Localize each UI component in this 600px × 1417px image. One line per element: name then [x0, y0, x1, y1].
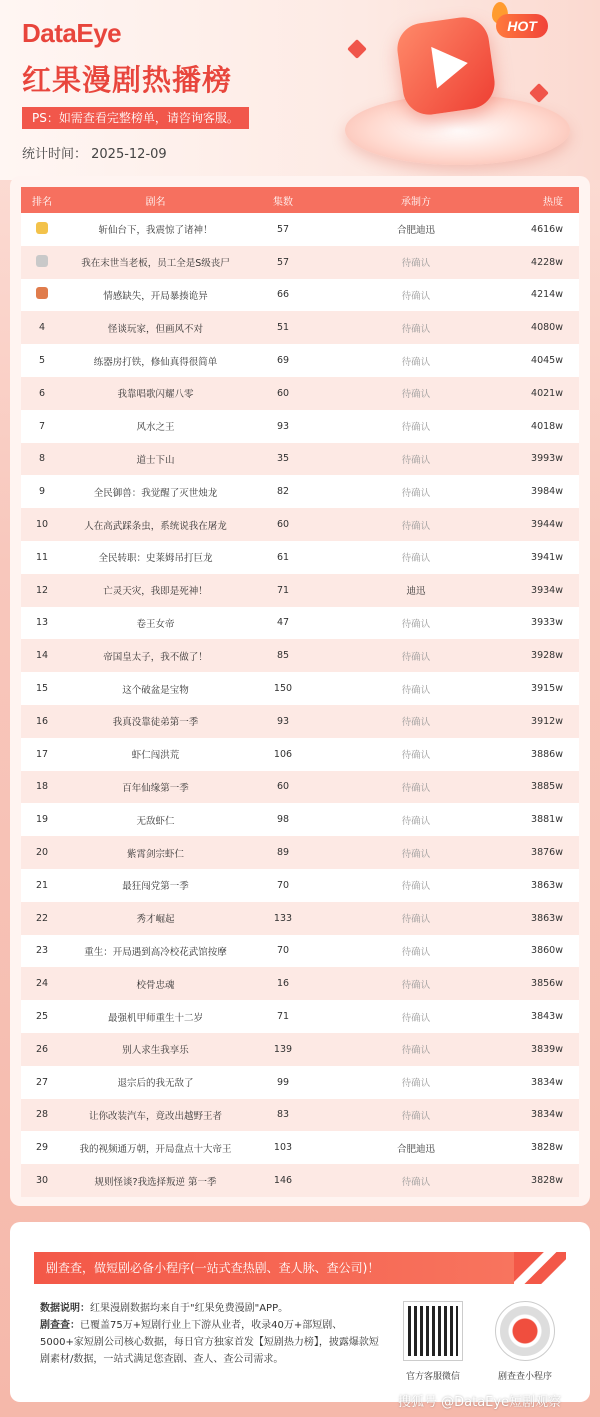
producer-cell: 待确认: [318, 311, 514, 344]
rank-cell: 26: [21, 1033, 63, 1066]
rank-cell: 16: [21, 705, 63, 738]
heat-cell: 3934w: [514, 574, 579, 607]
table-row: [21, 377, 579, 410]
producer-cell: 待确认: [318, 639, 514, 672]
heat-cell: 3863w: [514, 902, 579, 935]
producer-cell: 待确认: [318, 672, 514, 705]
rank-cell: 13: [21, 607, 63, 640]
producer-cell: 待确认: [318, 1000, 514, 1033]
name-cell: 帝国皇太子，我不做了！: [63, 639, 248, 672]
rank-cell: 8: [21, 443, 63, 476]
table-row: [21, 213, 579, 246]
data-label: 数据说明：: [40, 1303, 90, 1314]
table-row: [21, 410, 579, 443]
episodes-cell: 51: [248, 311, 318, 344]
rank-cell: 27: [21, 1066, 63, 1099]
name-cell: 我真没靠徒弟第一季: [63, 705, 248, 738]
rank-cell: 20: [21, 836, 63, 869]
column-header-heat: 热度: [514, 187, 579, 213]
name-cell: 人在高武踩条虫，系统说我在屠龙: [63, 508, 248, 541]
heat-cell: 4018w: [514, 410, 579, 443]
rank-cell: 15: [21, 672, 63, 705]
name-cell: 我靠唱歌闪耀八零: [63, 377, 248, 410]
name-cell: 我的视频通万朝，开局盘点十大帝王: [63, 1131, 248, 1164]
promo-banner[interactable]: 剧查查，做短剧必备小程序(一站式查热剧、查人脉、查公司)！: [34, 1252, 514, 1284]
table-row: [21, 1033, 579, 1066]
name-cell: 全民转职：史莱姆吊打巨龙: [63, 541, 248, 574]
rank-cell: 18: [21, 771, 63, 804]
heat-cell: 4228w: [514, 246, 579, 279]
episodes-cell: 71: [248, 574, 318, 607]
page-title: 红果漫剧热播榜: [22, 63, 233, 97]
episodes-cell: 69: [248, 344, 318, 377]
heat-cell: 3876w: [514, 836, 579, 869]
app-text: 已覆盖75万+短剧行业上下游从业者，收录40万+部短剧、5000+家短剧公司核心数据，每日官方独家首发【短剧热力榜】，披露爆款短剧素材/数据，一站式满足您查剧、查人、查公司需求。: [40, 1320, 379, 1365]
heat-cell: 3944w: [514, 508, 579, 541]
stat-time: 统计时间： 2025-12-09: [22, 147, 167, 162]
episodes-cell: 57: [248, 213, 318, 246]
episodes-cell: 66: [248, 279, 318, 312]
table-row: [21, 443, 579, 476]
table-row: [21, 574, 579, 607]
heat-cell: 3941w: [514, 541, 579, 574]
rank-cell: 30: [21, 1164, 63, 1197]
producer-cell: 待确认: [318, 738, 514, 771]
table-row: [21, 639, 579, 672]
table-row: [21, 541, 579, 574]
heat-cell: 4214w: [514, 279, 579, 312]
gem-icon: [529, 83, 549, 103]
table-row: [21, 967, 579, 1000]
heat-cell: 4080w: [514, 311, 579, 344]
episodes-cell: 139: [248, 1033, 318, 1066]
heat-cell: 3928w: [514, 639, 579, 672]
producer-cell: 待确认: [318, 508, 514, 541]
name-cell: 全民御兽：我觉醒了灭世烛龙: [63, 475, 248, 508]
table-row: [21, 836, 579, 869]
name-cell: 最狂闯党第一季: [63, 869, 248, 902]
heat-cell: 3993w: [514, 443, 579, 476]
ps-note: PS：如需查看完整榜单，请咨询客服。: [22, 107, 249, 129]
table-row: [21, 869, 579, 902]
producer-cell: 待确认: [318, 1164, 514, 1197]
table-row: [21, 705, 579, 738]
rank-cell: 5: [21, 344, 63, 377]
producer-cell: 待确认: [318, 541, 514, 574]
rank-cell: 17: [21, 738, 63, 771]
producer-cell: 待确认: [318, 869, 514, 902]
table-row: [21, 1066, 579, 1099]
episodes-cell: 60: [248, 771, 318, 804]
producer-cell: 合肥迪迅: [318, 213, 514, 246]
rank-cell: 25: [21, 1000, 63, 1033]
brand-logo: DataEye: [22, 18, 122, 48]
producer-cell: 待确认: [318, 935, 514, 968]
rank-cell: 11: [21, 541, 63, 574]
producer-cell: 待确认: [318, 705, 514, 738]
table-row: [21, 279, 579, 312]
name-cell: 斩仙台下，我震惊了诸神！: [63, 213, 248, 246]
heat-cell: 3834w: [514, 1066, 579, 1099]
episodes-cell: 150: [248, 672, 318, 705]
name-cell: 无敌虾仁: [63, 803, 248, 836]
table-body: [21, 213, 579, 1197]
producer-cell: 待确认: [318, 803, 514, 836]
episodes-cell: 61: [248, 541, 318, 574]
header: [0, 0, 600, 180]
producer-cell: 迪迅: [318, 574, 514, 607]
table-row: [21, 902, 579, 935]
table-row: [21, 344, 579, 377]
episodes-cell: 103: [248, 1131, 318, 1164]
producer-cell: 待确认: [318, 246, 514, 279]
table-row: [21, 246, 579, 279]
producer-cell: 待确认: [318, 902, 514, 935]
producer-cell: 合肥迪迅: [318, 1131, 514, 1164]
rank-cell: [21, 246, 63, 279]
name-cell: 百年仙缘第一季: [63, 771, 248, 804]
name-cell: 练器房打铁，修仙真得很简单: [63, 344, 248, 377]
name-cell: 重生：开局遇到高冷校花武馆按摩: [63, 935, 248, 968]
rank-cell: 22: [21, 902, 63, 935]
table-row: [21, 771, 579, 804]
gem-icon: [347, 39, 367, 59]
heat-cell: 3915w: [514, 672, 579, 705]
episodes-cell: 35: [248, 443, 318, 476]
rank-cell: [21, 279, 63, 312]
play-icon: [394, 14, 498, 118]
miniprogram-qr-code[interactable]: [496, 1302, 554, 1360]
ranking-card: [10, 176, 590, 1206]
table-row: [21, 935, 579, 968]
producer-cell: 待确认: [318, 771, 514, 804]
producer-cell: 待确认: [318, 1033, 514, 1066]
heat-cell: 4021w: [514, 377, 579, 410]
name-cell: 规则怪谈?我选择叛逆 第一季: [63, 1164, 248, 1197]
rank-cell: 19: [21, 803, 63, 836]
name-cell: 风水之王: [63, 410, 248, 443]
episodes-cell: 106: [248, 738, 318, 771]
rank-cell: 4: [21, 311, 63, 344]
rank-cell: 7: [21, 410, 63, 443]
name-cell: 校骨忠魂: [63, 967, 248, 1000]
episodes-cell: 146: [248, 1164, 318, 1197]
rank-cell: 29: [21, 1131, 63, 1164]
rank-cell: 21: [21, 869, 63, 902]
banner-stripes-decoration: [514, 1252, 566, 1284]
heat-cell: 3885w: [514, 771, 579, 804]
producer-cell: 待确认: [318, 967, 514, 1000]
episodes-cell: 60: [248, 508, 318, 541]
gold-medal-icon: [36, 222, 48, 234]
table-row: [21, 1164, 579, 1197]
column-header-producer: 承制方: [318, 187, 514, 213]
name-cell: 情感缺失，开局暴揍诡异: [63, 279, 248, 312]
table-row: [21, 311, 579, 344]
footer-description: [40, 1300, 385, 1368]
bronze-medal-icon: [36, 287, 48, 299]
data-text: 红果漫剧数据均来自于"红果免费漫剧"APP。: [90, 1303, 289, 1314]
heat-cell: 3839w: [514, 1033, 579, 1066]
column-header-episodes: 集数: [248, 187, 318, 213]
heat-cell: 3886w: [514, 738, 579, 771]
episodes-cell: 57: [248, 246, 318, 279]
rank-cell: 10: [21, 508, 63, 541]
qr1-label: 官方客服微信: [405, 1372, 460, 1382]
episodes-cell: 47: [248, 607, 318, 640]
name-cell: 退宗后的我无敌了: [63, 1066, 248, 1099]
heat-cell: 4616w: [514, 213, 579, 246]
name-cell: 这个破盆是宝物: [63, 672, 248, 705]
producer-cell: 待确认: [318, 836, 514, 869]
producer-cell: 待确认: [318, 279, 514, 312]
table-row: [21, 1099, 579, 1132]
table-row: [21, 1131, 579, 1164]
app-label: 剧查查：: [40, 1320, 80, 1331]
heat-cell: 3984w: [514, 475, 579, 508]
rank-cell: 23: [21, 935, 63, 968]
episodes-cell: 70: [248, 869, 318, 902]
episodes-cell: 60: [248, 377, 318, 410]
producer-cell: 待确认: [318, 344, 514, 377]
table-header-row: [21, 187, 579, 213]
producer-cell: 待确认: [318, 1099, 514, 1132]
name-cell: 虾仁闯洪荒: [63, 738, 248, 771]
producer-cell: 待确认: [318, 443, 514, 476]
table-row: [21, 738, 579, 771]
rank-cell: 24: [21, 967, 63, 1000]
rank-cell: 9: [21, 475, 63, 508]
heat-cell: 3828w: [514, 1164, 579, 1197]
heat-cell: 3843w: [514, 1000, 579, 1033]
episodes-cell: 93: [248, 410, 318, 443]
heat-cell: 3856w: [514, 967, 579, 1000]
rank-cell: [21, 213, 63, 246]
name-cell: 卷王女帝: [63, 607, 248, 640]
producer-cell: 待确认: [318, 475, 514, 508]
episodes-cell: 99: [248, 1066, 318, 1099]
qr2-label: 剧查查小程序: [497, 1372, 552, 1382]
table-row: [21, 1000, 579, 1033]
rank-cell: 12: [21, 574, 63, 607]
table-row: [21, 672, 579, 705]
producer-cell: 待确认: [318, 377, 514, 410]
episodes-cell: 85: [248, 639, 318, 672]
episodes-cell: 70: [248, 935, 318, 968]
heat-cell: 3860w: [514, 935, 579, 968]
name-cell: 亡灵天灾，我即是死神！: [63, 574, 248, 607]
episodes-cell: 93: [248, 705, 318, 738]
table-row: [21, 607, 579, 640]
episodes-cell: 82: [248, 475, 318, 508]
producer-cell: 待确认: [318, 1066, 514, 1099]
heat-cell: 3863w: [514, 869, 579, 902]
watermark: 搜狐号 @DataEye短剧观察: [398, 1395, 562, 1410]
name-cell: 紫霄剑宗虾仁: [63, 836, 248, 869]
episodes-cell: 98: [248, 803, 318, 836]
episodes-cell: 83: [248, 1099, 318, 1132]
name-cell: 道士下山: [63, 443, 248, 476]
rank-cell: 6: [21, 377, 63, 410]
producer-cell: 待确认: [318, 607, 514, 640]
heat-cell: 3912w: [514, 705, 579, 738]
table-row: [21, 475, 579, 508]
heat-cell: 3828w: [514, 1131, 579, 1164]
ranking-table: [21, 187, 579, 1197]
name-cell: 秀才崛起: [63, 902, 248, 935]
name-cell: 我在末世当老板，员工全是S级丧尸: [63, 246, 248, 279]
episodes-cell: 133: [248, 902, 318, 935]
hot-badge: HOT: [496, 14, 548, 38]
heat-cell: 3881w: [514, 803, 579, 836]
table-row: [21, 508, 579, 541]
column-header-name: 剧名: [63, 187, 248, 213]
episodes-cell: 16: [248, 967, 318, 1000]
rank-cell: 28: [21, 1099, 63, 1132]
silver-medal-icon: [36, 255, 48, 267]
heat-cell: 4045w: [514, 344, 579, 377]
episodes-cell: 71: [248, 1000, 318, 1033]
name-cell: 最强机甲师重生十二岁: [63, 1000, 248, 1033]
table-row: [21, 803, 579, 836]
rank-cell: 14: [21, 639, 63, 672]
name-cell: 让你改装汽车，竟改出越野王者: [63, 1099, 248, 1132]
heat-cell: 3834w: [514, 1099, 579, 1132]
heat-cell: 3933w: [514, 607, 579, 640]
name-cell: 别人求生我享乐: [63, 1033, 248, 1066]
producer-cell: 待确认: [318, 410, 514, 443]
column-header-rank: 排名: [21, 187, 63, 213]
name-cell: 怪谈玩家，但画风不对: [63, 311, 248, 344]
episodes-cell: 89: [248, 836, 318, 869]
wechat-qr-code[interactable]: [404, 1302, 462, 1360]
